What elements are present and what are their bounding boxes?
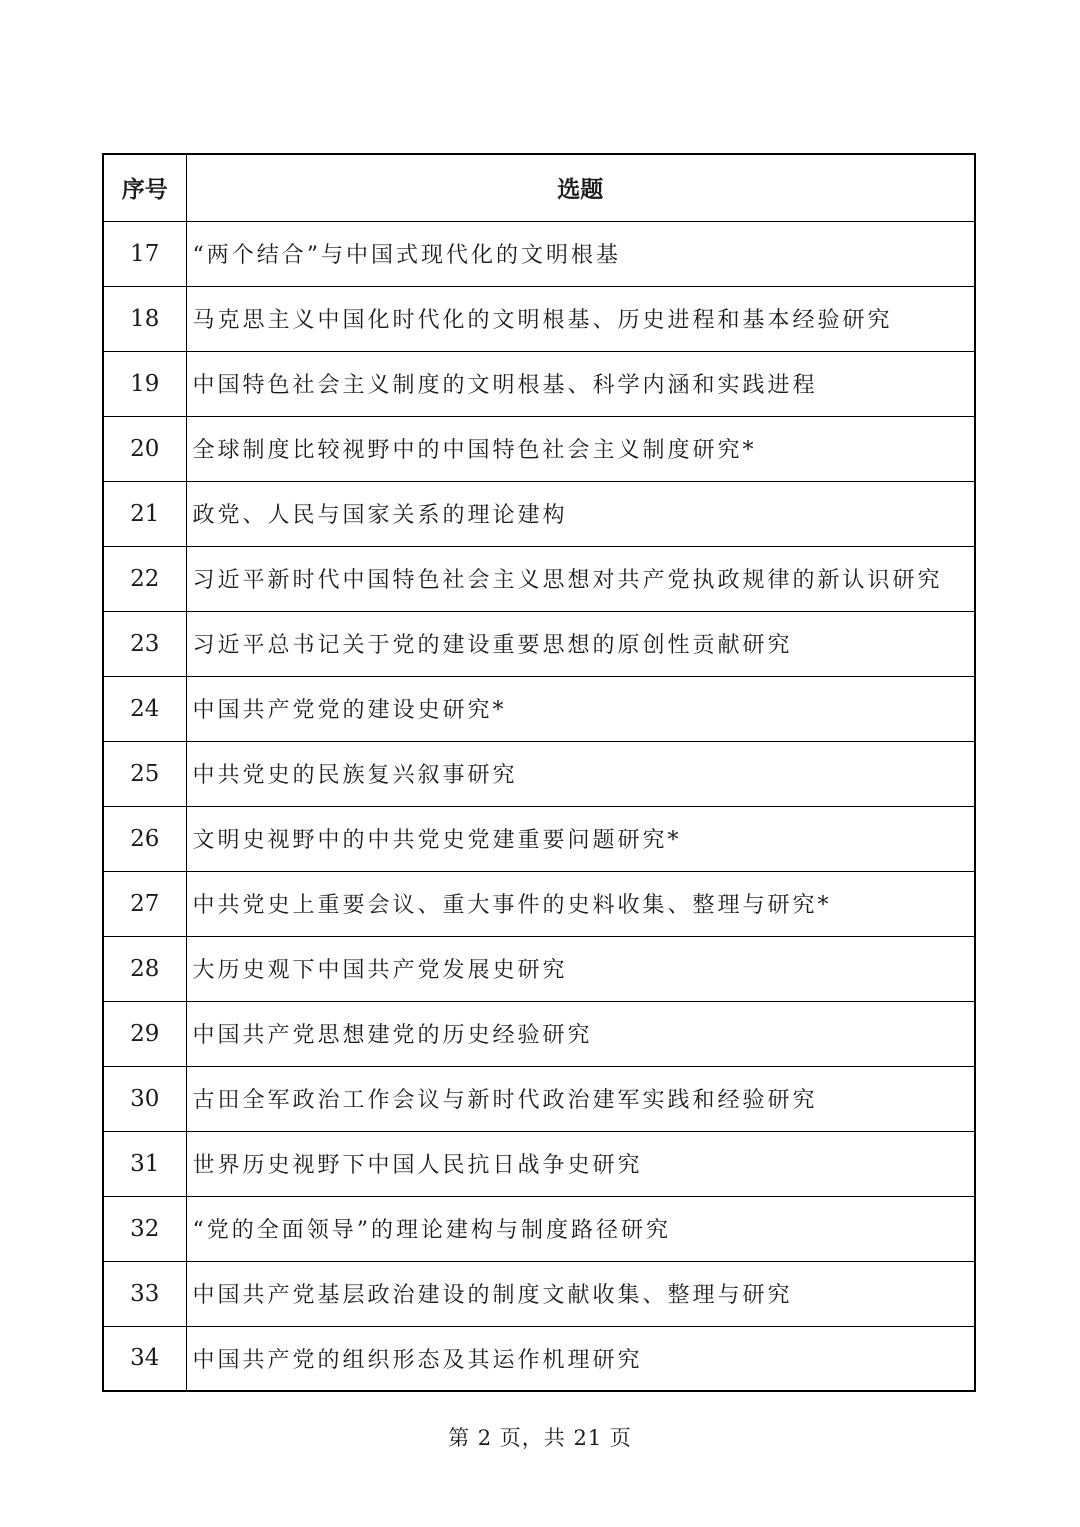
row-topic: 马克思主义中国化时代化的文明根基、历史进程和基本经验研究 <box>186 286 975 351</box>
row-number: 19 <box>103 351 186 416</box>
header-number: 序号 <box>103 154 186 221</box>
table-row <box>103 1066 975 1131</box>
table-body <box>103 221 975 1391</box>
row-topic: “两个结合”与中国式现代化的文明根基 <box>186 221 975 286</box>
row-number: 30 <box>103 1066 186 1131</box>
table-header-row <box>103 154 975 221</box>
row-number: 27 <box>103 871 186 936</box>
table-row <box>103 871 975 936</box>
table-row <box>103 286 975 351</box>
row-topic: 习近平新时代中国特色社会主义思想对共产党执政规律的新认识研究 <box>186 546 975 611</box>
row-number: 25 <box>103 741 186 806</box>
table-row <box>103 741 975 806</box>
table-row <box>103 936 975 1001</box>
table-row <box>103 806 975 871</box>
table-row <box>103 416 975 481</box>
row-number: 33 <box>103 1261 186 1326</box>
row-number: 26 <box>103 806 186 871</box>
row-topic: 习近平总书记关于党的建设重要思想的原创性贡献研究 <box>186 611 975 676</box>
row-number: 22 <box>103 546 186 611</box>
table-row <box>103 1131 975 1196</box>
row-topic: 中国共产党思想建党的历史经验研究 <box>186 1001 975 1066</box>
row-topic: 中国共产党的组织形态及其运作机理研究 <box>186 1326 975 1391</box>
page-number-footer: 第 2 页，共 21 页 <box>448 1426 632 1450</box>
row-topic: 政党、人民与国家关系的理论建构 <box>186 481 975 546</box>
row-number: 32 <box>103 1196 186 1261</box>
row-number: 20 <box>103 416 186 481</box>
row-number: 28 <box>103 936 186 1001</box>
table-row <box>103 611 975 676</box>
row-number: 34 <box>103 1326 186 1391</box>
row-number: 18 <box>103 286 186 351</box>
table-row <box>103 546 975 611</box>
table-row <box>103 1326 975 1391</box>
table-row <box>103 1261 975 1326</box>
row-topic: 中国共产党党的建设史研究* <box>186 676 975 741</box>
row-number: 29 <box>103 1001 186 1066</box>
table-row <box>103 676 975 741</box>
row-number: 23 <box>103 611 186 676</box>
row-topic: 中共党史上重要会议、重大事件的史料收集、整理与研究* <box>186 871 975 936</box>
table-row <box>103 221 975 286</box>
table-row <box>103 481 975 546</box>
row-topic: 文明史视野中的中共党史党建重要问题研究* <box>186 806 975 871</box>
row-topic: 中国共产党基层政治建设的制度文献收集、整理与研究 <box>186 1261 975 1326</box>
row-topic: 中国特色社会主义制度的文明根基、科学内涵和实践进程 <box>186 351 975 416</box>
row-number: 17 <box>103 221 186 286</box>
row-topic: 世界历史视野下中国人民抗日战争史研究 <box>186 1131 975 1196</box>
row-topic: 大历史观下中国共产党发展史研究 <box>186 936 975 1001</box>
row-number: 21 <box>103 481 186 546</box>
table-row <box>103 351 975 416</box>
row-number: 24 <box>103 676 186 741</box>
row-topic: “党的全面领导”的理论建构与制度路径研究 <box>186 1196 975 1261</box>
row-topic: 中共党史的民族复兴叙事研究 <box>186 741 975 806</box>
row-number: 31 <box>103 1131 186 1196</box>
table-row <box>103 1196 975 1261</box>
row-topic: 全球制度比较视野中的中国特色社会主义制度研究* <box>186 416 975 481</box>
table-row <box>103 1001 975 1066</box>
row-topic: 古田全军政治工作会议与新时代政治建军实践和经验研究 <box>186 1066 975 1131</box>
topics-table <box>102 153 976 1392</box>
header-topic: 选题 <box>186 154 975 221</box>
